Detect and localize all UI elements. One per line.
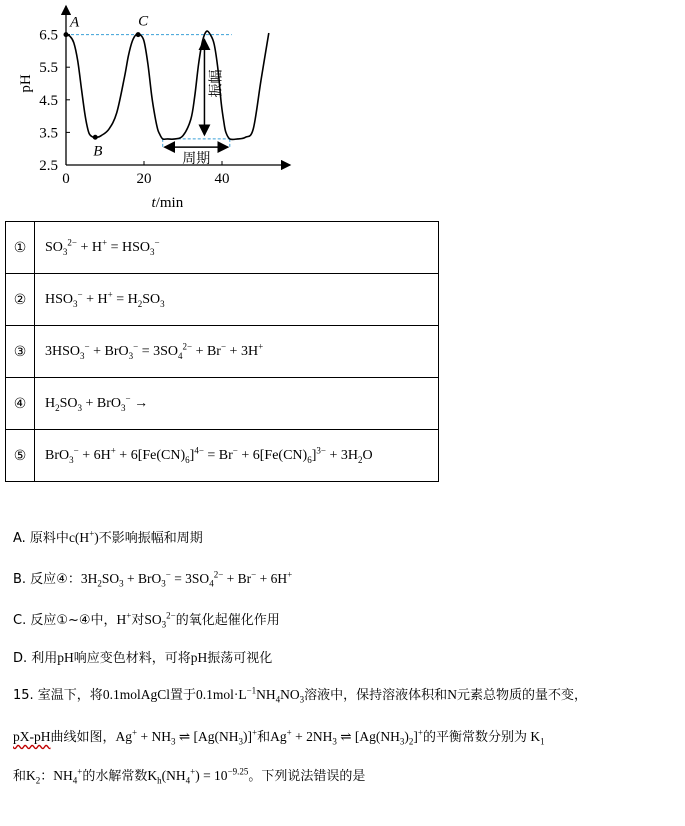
- reaction-number: ⑤: [6, 430, 35, 482]
- point-marker: [136, 32, 141, 37]
- x-tick-label: 40: [214, 171, 230, 187]
- reaction-equation: $HSO_3^- + H^+ = H_2SO_3$: [35, 274, 439, 326]
- option-c: C. 反应①~④中，H+对$SO_3^{2-}$的氧化起催化作用: [13, 610, 280, 630]
- table-row: [6, 274, 439, 326]
- y-tick-label: 4.5: [39, 92, 58, 109]
- point-label: B: [93, 143, 103, 160]
- amplitude-label: 振幅: [208, 69, 225, 98]
- table-row: [6, 222, 439, 274]
- question-15-line-1: 15. 室温下，将0.1molAgCl置于$0.1mol\cdot L^{-1}NH_4NO_3$溶液中，保持溶液体积和N元素总物质的量不变，: [13, 685, 587, 705]
- x-tick-label: 20: [136, 171, 152, 187]
- ph-curve: [66, 31, 269, 139]
- reaction-equation: $SO_3^{2-} + H^+ = HSO_3^-$: [35, 222, 439, 274]
- reaction-equation: $H_2SO_3 + BrO_3^-$ →: [35, 378, 439, 430]
- point-marker: [64, 32, 69, 37]
- reaction-number: ①: [6, 222, 35, 274]
- option-b: B. 反应④：$3H_2SO_3 + BrO_3^- = 3SO_4^{2-} + Br^- + 6H^+$: [13, 569, 293, 589]
- reaction-number: ③: [6, 326, 35, 378]
- reaction-table: [5, 221, 439, 482]
- reaction-number: ④: [6, 378, 35, 430]
- option-d: D. 利用pH响应变色材料，可将pH振荡可视化: [13, 650, 273, 666]
- x-axis-label: [152, 195, 184, 211]
- question-15-line-2: pX-pH曲线如图，$Ag^+ + NH_3$ ⇌ $[Ag(NH_3)]^+$和$Ag^+ + 2NH_3$ ⇌ $[Ag(NH_3)_2]^+$的平衡常数分别为 $K_1$: [13, 727, 545, 747]
- y-tick-label: 6.5: [39, 27, 58, 44]
- y-tick-label: 5.5: [39, 60, 58, 77]
- x-tick-label: 0: [62, 171, 70, 187]
- option-a: A. 原料中c(H+)不影响振幅和周期: [13, 528, 203, 546]
- y-axis-label: pH: [18, 74, 34, 93]
- y-tick-label: 2.5: [39, 158, 58, 174]
- ph-oscillation-chart: [0, 0, 300, 216]
- y-tick-label: 3.5: [39, 125, 58, 142]
- reaction-number: ②: [6, 274, 35, 326]
- table-row: [6, 430, 439, 482]
- reaction-equation: $3HSO_3^- + BrO_3^- = 3SO_4^{2-} + Br^- + 3H^+$: [35, 326, 439, 378]
- point-marker: [93, 135, 98, 140]
- table-row: [6, 326, 439, 378]
- point-label: C: [138, 13, 149, 30]
- x-axis-label-var: t: [151, 195, 156, 211]
- period-label: 周期: [182, 151, 211, 168]
- reaction-equation: $BrO_3^- + 6H^+ + 6[Fe(CN)_6]^{4-} = Br^- + 6[Fe(CN)_6]^{3-} + 3H_2O$: [35, 430, 439, 482]
- question-15-line-3: 和$K_2$：$NH_4^+$的水解常数$K_h(NH_4^+) = 10^{-9.25}$。下列说法错误的是: [13, 766, 366, 786]
- point-label: A: [70, 14, 80, 31]
- table-row: [6, 378, 439, 430]
- x-axis-label-unit: /min: [155, 195, 184, 211]
